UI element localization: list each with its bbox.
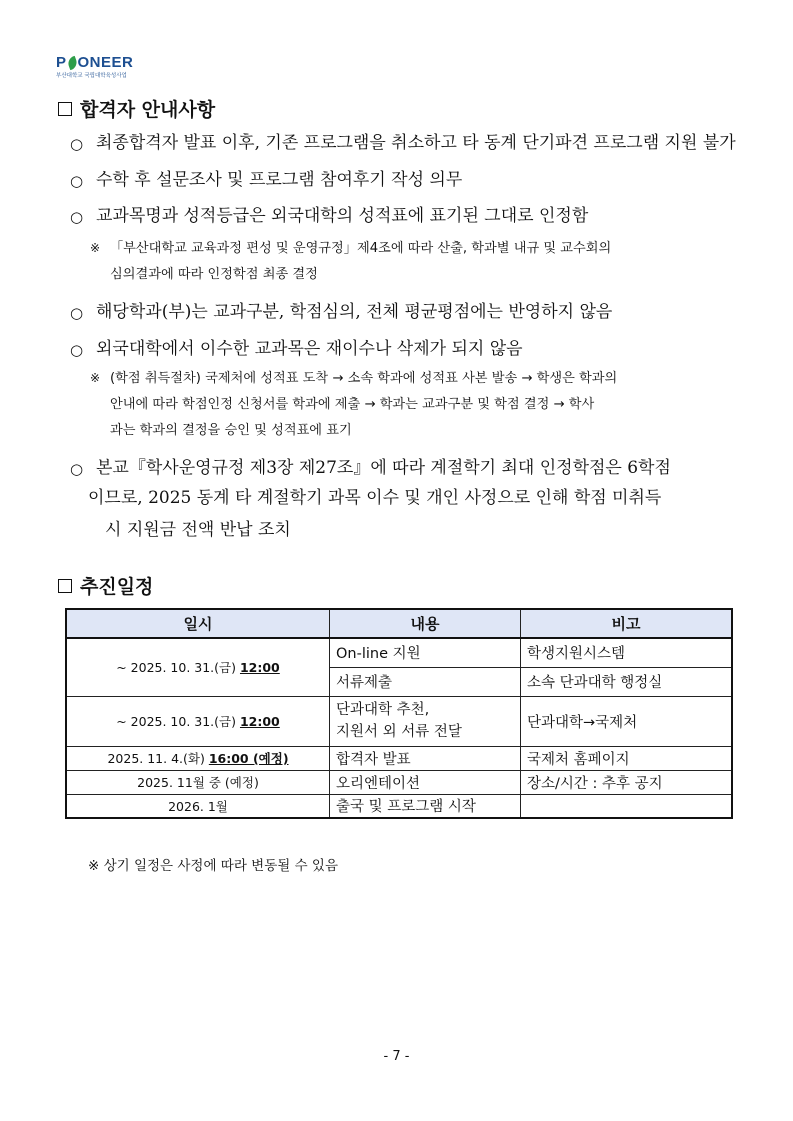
circle-bullet-icon: ○ <box>70 460 84 478</box>
schedule-table <box>65 608 733 819</box>
date-cell <box>66 746 330 770</box>
date-text: 2025. 11. 4.(화) <box>107 751 209 766</box>
checkbox-square-icon <box>58 102 72 116</box>
content-cell: 서류제출 <box>330 667 521 696</box>
note-line: 과는 학과의 결정을 승인 및 성적표에 표기 <box>110 423 352 438</box>
content-cell: On-line 지원 <box>330 638 521 667</box>
note-line: (학점 취득절차) 국제처에 성적표 도착 → 소속 학과에 성적표 사본 발송 → 학생은 학과의 <box>110 371 618 386</box>
date-cell <box>66 696 330 746</box>
announce-time: 16:00 (예정) <box>208 751 289 766</box>
circle-bullet-icon: ○ <box>70 341 84 359</box>
table-row <box>66 638 732 667</box>
content-cell: 합격자 발표 <box>330 746 521 770</box>
circle-bullet-icon: ○ <box>70 208 84 226</box>
table-row <box>66 746 732 770</box>
list-item-continuation: 이므로, 2025 동계 타 계절학기 과목 이수 및 개인 사정으로 인해 학점 미취득 <box>88 488 662 508</box>
list-item: 최종합격자 발표 이후, 기존 프로그램을 취소하고 타 동계 단기파견 프로그램 지원 불가 <box>96 133 736 153</box>
schedule-footnote: ※ 상기 일정은 사정에 따라 변동될 수 있음 <box>88 858 339 874</box>
reference-mark-icon: ※ <box>90 371 101 385</box>
leaf-icon <box>66 55 79 69</box>
header-content: 내용 <box>330 609 521 638</box>
pioneer-logo <box>56 55 146 79</box>
section-title: 합격자 안내사항 <box>80 99 216 121</box>
list-item: 본교『학사운영규정 제3장 제27조』에 따라 계절학기 최대 인정학점은 6학점 <box>96 458 671 478</box>
note-cell: 장소/시간 : 추후 공지 <box>521 770 733 794</box>
content-line: 단과대학 추천, <box>336 702 430 718</box>
note-line: 안내에 따라 학점인정 신청서를 학과에 제출 → 학과는 교과구분 및 학점 결정 → 학사 <box>110 397 595 412</box>
reference-mark-icon: ※ <box>90 241 101 255</box>
table-row <box>66 794 732 818</box>
list-item: 외국대학에서 이수한 교과목은 재이수나 삭제가 되지 않음 <box>96 339 523 359</box>
note-cell <box>521 794 733 818</box>
note-cell: 국제처 홈페이지 <box>521 746 733 770</box>
date-text: ~ 2025. 10. 31.(금) <box>116 714 240 729</box>
circle-bullet-icon: ○ <box>70 304 84 322</box>
section-title: 추진일정 <box>80 576 154 598</box>
date-cell: 2026. 1월 <box>66 794 330 818</box>
list-item: 수학 후 설문조사 및 프로그램 참여후기 작성 의무 <box>96 170 463 190</box>
deadline-time: 12:00 <box>239 660 280 676</box>
table-row <box>66 696 732 746</box>
header-date: 일시 <box>66 609 330 638</box>
date-cell <box>66 638 330 696</box>
date-text: ~ 2025. 10. 31.(금) <box>116 660 240 676</box>
checkbox-square-icon <box>58 579 72 593</box>
content-line: 지원서 외 서류 전달 <box>336 724 462 740</box>
header-note: 비고 <box>521 609 733 638</box>
content-cell: 출국 및 프로그램 시작 <box>330 794 521 818</box>
logo-text-p: P <box>56 54 67 71</box>
section-heading-schedule <box>58 572 153 599</box>
list-item-continuation: 시 지원금 전액 반납 조치 <box>105 520 291 540</box>
deadline-time: 12:00 <box>239 714 280 729</box>
table-row <box>66 770 732 794</box>
circle-bullet-icon: ○ <box>70 172 84 190</box>
note-line: 「부산대학교 교육과정 편성 및 운영규정」제4조에 따라 산출, 학과별 내규 및 교수회의 <box>110 241 612 256</box>
logo-text-oneer: ONEER <box>77 54 134 71</box>
note-cell: 소속 단과대학 행정실 <box>521 667 733 696</box>
note-cell: 단과대학→국제처 <box>521 696 733 746</box>
list-item: 교과목명과 성적등급은 외국대학의 성적표에 표기된 그대로 인정함 <box>96 206 589 226</box>
note-cell: 학생지원시스템 <box>521 638 733 667</box>
circle-bullet-icon: ○ <box>70 135 84 153</box>
note-line: 심의결과에 따라 인정학점 최종 결정 <box>110 267 318 282</box>
page-number: - 7 - <box>383 1049 410 1064</box>
content-cell: 오리엔테이션 <box>330 770 521 794</box>
logo-subtitle: 부산대학교 국립대학육성사업 <box>56 73 127 79</box>
section-heading-notice <box>58 95 215 122</box>
list-item: 해당학과(부)는 교과구분, 학점심의, 전체 평균평점에는 반영하지 않음 <box>96 302 613 322</box>
date-cell: 2025. 11월 중 (예정) <box>66 770 330 794</box>
content-cell <box>330 696 521 746</box>
